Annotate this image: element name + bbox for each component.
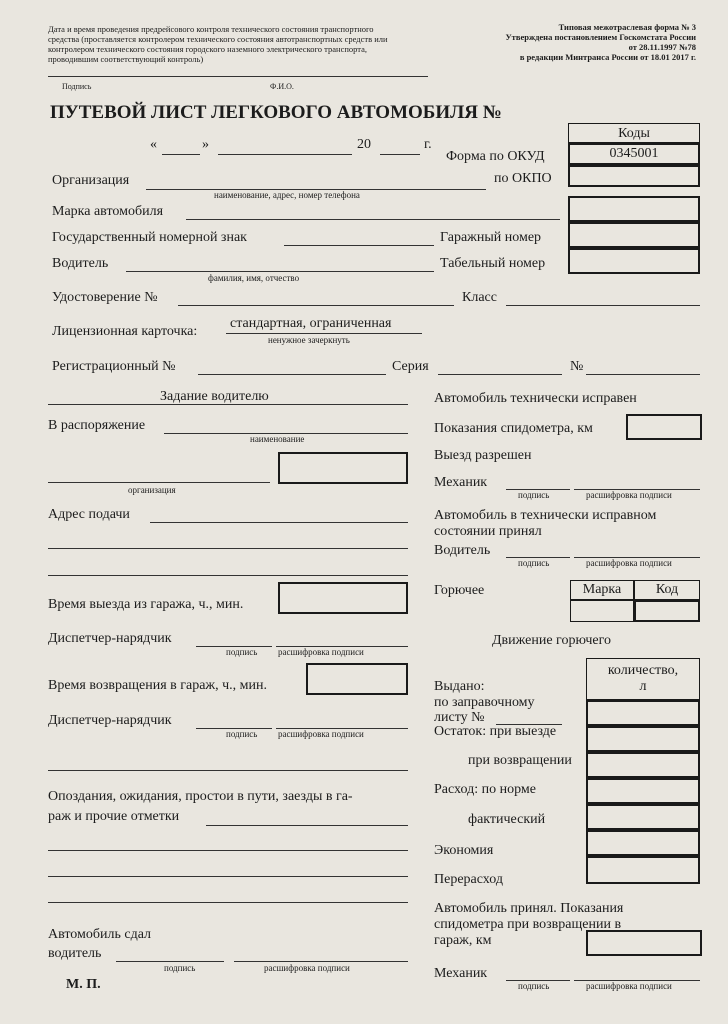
disposal-label: В распоряжение [48,418,146,433]
license-card-hint: ненужное зачеркнуть [268,335,350,345]
overuse-label: Перерасход [434,872,503,887]
fuel-qty-header: количество, л [586,658,700,700]
driver-accept-decode-hint: расшифровка подписи [586,558,672,568]
actual-use-label: фактический [468,812,546,827]
reg-number-label: Регистрационный № [52,359,176,374]
odometer-label: Показания спидометра, км [434,421,593,436]
license-card-label: Лицензионная карточка: [52,324,198,339]
control-note: Дата и время проведения предрейсового контроля технического состояния транспортного средства (проставляется контролером технического состояния автотранспортных средств или контролером технического состояния городского наземного электрического транспорта, проводившим соответствующий контроль) [48,24,388,64]
address-line-1[interactable] [150,522,408,523]
dispatcher-decode-hint: расшифровка подписи [278,647,364,657]
fuel-overuse-box[interactable] [586,856,700,884]
mechanic2-decode-hint: расшифровка подписи [586,981,672,991]
accepted-label-2: состоянии принял [434,524,542,539]
number-label: № [570,359,584,374]
fuel-issued-box[interactable] [586,700,700,726]
dispatcher2-decode-hint: расшифровка подписи [278,729,364,739]
form-approval: Типовая межотраслевая форма № 3 Утверждена постановлением Госкомстата России от 28.11.1997 №78 в редакции Минтранса России от 18.01 2017 г. [505,22,696,62]
mechanic2-label: Механик [434,966,488,981]
final-accept-label-3: гараж, км [434,933,492,948]
handed-label-1: Автомобиль сдал [48,927,152,942]
disposal-code-box[interactable] [278,452,408,484]
date-year-line[interactable] [380,154,420,155]
delays-label-2: раж и прочие отметки [48,809,180,824]
address-line-3[interactable] [48,575,408,576]
remain-return-label: при возвращении [468,753,572,768]
organization-task-line[interactable] [48,482,270,483]
organization-task-hint: организация [128,485,176,495]
fuel-code-header: Код [634,580,700,600]
license-card-value[interactable]: стандартная, ограниченная [230,316,392,331]
handed-sign-line[interactable] [116,961,224,962]
fuel-remain-depart-box[interactable] [586,726,700,752]
dispatcher-label: Диспетчер-нарядчик [48,631,172,646]
number-line[interactable] [586,374,700,375]
driver-accept-label: Водитель [434,543,491,558]
handed-decode-line[interactable] [234,961,408,962]
norm-use-label: Расход: по норме [434,782,536,797]
final-accept-label-1: Автомобиль принял. Показания [434,901,624,916]
garage-number-box[interactable] [568,222,700,248]
accepted-label-1: Автомобиль в технически исправном [434,508,657,523]
driver-line[interactable] [126,271,434,272]
driver-hint: фамилия, имя, отчество [208,273,300,283]
license-card-line [226,333,422,334]
okud-label: Форма по ОКУД [446,149,545,164]
fuel-brand-header: Марка [570,580,634,600]
final-odometer-box[interactable] [586,930,702,956]
departure-allowed-label: Выезд разрешен [434,448,532,463]
okpo-box[interactable] [568,165,700,187]
date-month-line[interactable] [218,154,352,155]
task-line [48,404,408,405]
delays-line-1[interactable] [206,825,408,826]
fuel-code-box[interactable] [634,600,700,622]
delays-line-2[interactable] [48,850,408,851]
series-line[interactable] [438,374,562,375]
mechanic-decode-hint: расшифровка подписи [586,490,672,500]
fuel-remain-return-box[interactable] [586,752,700,778]
class-line[interactable] [506,305,700,306]
okud-value: 0345001 [568,143,700,165]
codes-header: Коды [568,123,700,143]
delays-line-4[interactable] [48,902,408,903]
driver-accept-sign-hint: подпись [518,558,550,568]
final-accept-label-2: спидометра при возвращении в [434,917,622,932]
control-sign-line[interactable] [48,76,428,77]
depart-time-box[interactable] [278,582,408,614]
date-open-quote: « [150,137,157,152]
remain-depart-label: Остаток: при выезде [434,724,557,739]
date-day-line[interactable] [162,154,200,155]
handed-label-2: водитель [48,946,102,961]
per-sheet-label-2: листу № [434,710,485,725]
okpo-label: по ОКПО [494,171,552,186]
date-year-prefix: 20 [357,137,371,152]
driver-label: Водитель [52,256,109,271]
car-brand-code-box[interactable] [568,196,700,222]
address-line-2[interactable] [48,548,408,549]
tech-ok-label: Автомобиль технически исправен [434,391,637,406]
mechanic2-sign-hint: подпись [518,981,550,991]
return-time-box[interactable] [306,663,408,695]
garage-number-label: Гаражный номер [440,230,542,245]
handed-decode-hint: расшифровка подписи [264,963,350,973]
mechanic-label: Механик [434,475,488,490]
return-time-label: Время возвращения в гараж, ч., мин. [48,678,267,693]
tab-number-box[interactable] [568,248,700,274]
stamp-label: М. П. [66,977,101,992]
page-title: ПУТЕВОЙ ЛИСТ ЛЕГКОВОГО АВТОМОБИЛЯ № [50,102,502,123]
handed-sign-hint: подпись [164,963,196,973]
date-suffix: г. [424,137,432,152]
delays-line-3[interactable] [48,876,408,877]
separator-line [48,770,408,771]
fuel-economy-box[interactable] [586,830,700,856]
dispatcher2-sign-hint: подпись [226,729,258,739]
fuel-movement-heading: Движение горючего [492,633,612,648]
fuel-norm-box[interactable] [586,778,700,804]
license-label: Удостоверение № [52,290,158,305]
dispatcher-sign-hint: подпись [226,647,258,657]
class-label: Класс [462,290,497,305]
delays-label-1: Опоздания, ожидания, простои в пути, заезды в га- [48,789,353,804]
economy-label: Экономия [434,843,494,858]
car-brand-label: Марка автомобиля [52,204,164,219]
fuel-brand-cell[interactable] [570,600,634,622]
issued-label: Выдано: [434,679,485,694]
disposal-hint: наименование [250,434,305,444]
plate-line[interactable] [284,245,434,246]
task-heading: Задание водителю [160,389,269,404]
control-fio-hint: Ф.И.О. [270,82,294,91]
odometer-box[interactable] [626,414,702,440]
fuel-label: Горючее [434,583,485,598]
depart-time-label: Время выезда из гаража, ч., мин. [48,597,244,612]
series-label: Серия [392,359,429,374]
tab-number-label: Табельный номер [440,256,546,271]
reg-number-line[interactable] [198,374,386,375]
mechanic-sign-hint: подпись [518,490,550,500]
organization-hint: наименование, адрес, номер телефона [214,190,360,200]
control-sign-hint: Подпись [62,82,92,91]
fuel-actual-box[interactable] [586,804,700,830]
per-sheet-label-1: по заправочному [434,695,535,710]
dispatcher2-label: Диспетчер-нарядчик [48,713,172,728]
license-line[interactable] [178,305,454,306]
car-brand-line[interactable] [186,219,560,220]
date-close-quote: » [202,137,209,152]
organization-label: Организация [52,173,130,188]
plate-label: Государственный номерной знак [52,230,247,245]
address-label: Адрес подачи [48,507,130,522]
